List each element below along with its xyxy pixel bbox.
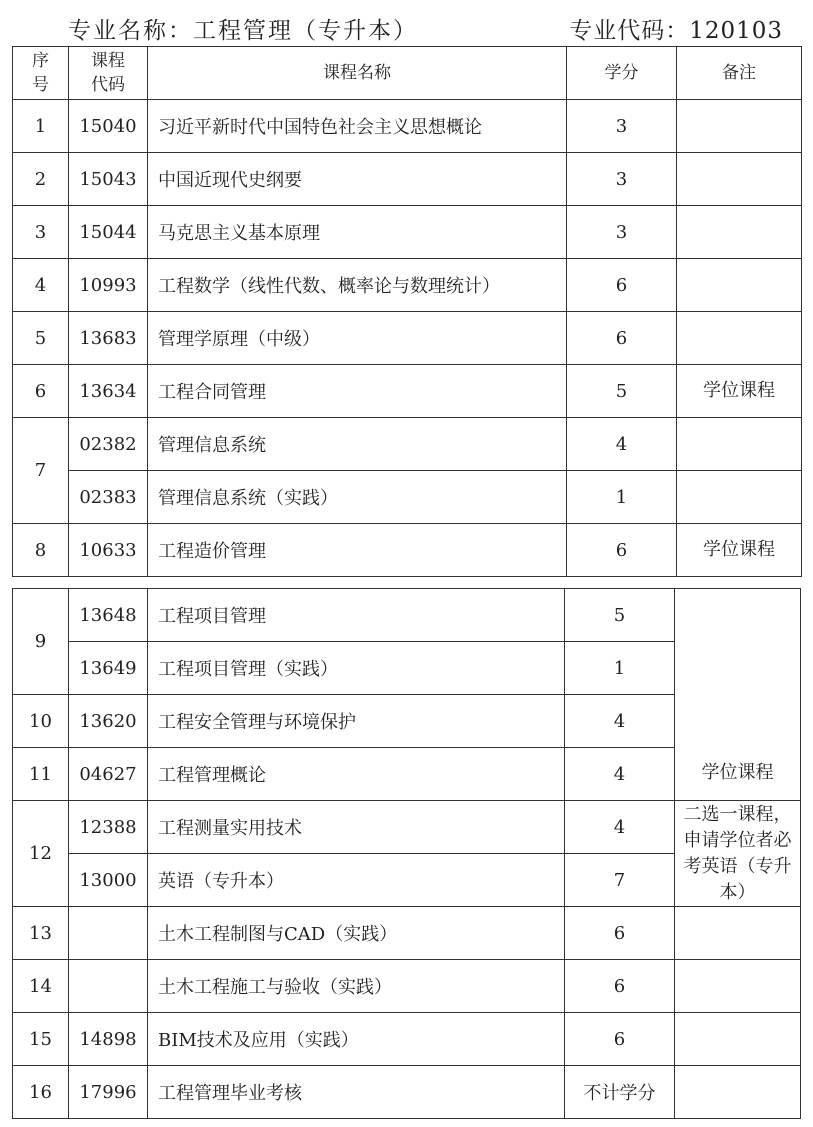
table-row [13,801,801,854]
row-note [677,100,802,153]
row-name: 习近平新时代中国特色社会主义思想概论 [148,100,567,153]
row-seq: 3 [13,206,69,259]
row-name: 工程造价管理 [148,524,567,577]
table-row [13,312,802,365]
table-row [13,100,802,153]
row-name: 管理学原理（中级） [148,312,567,365]
row-credit: 6 [567,259,677,312]
table-row [13,206,802,259]
row-credit: 6 [567,524,677,577]
table-header-row [13,47,802,100]
row-name: 工程管理毕业考核 [148,1066,565,1119]
row-name: 工程项目管理（实践） [148,642,565,695]
row-name: 管理信息系统 [148,418,567,471]
row-seq: 13 [13,907,69,960]
row-name: 中国近现代史纲要 [148,153,567,206]
row-code: 13620 [69,695,148,748]
major-code: 专业代码：120103 [569,18,783,44]
row-seq: 8 [13,524,69,577]
row-credit: 5 [565,589,675,642]
row-code: 02383 [69,471,148,524]
row-seq: 9 [13,589,69,695]
row-name: 英语（专升本） [148,854,565,907]
row-seq: 16 [13,1066,69,1119]
row-code: 15044 [69,206,148,259]
row-name: 管理信息系统（实践） [148,471,567,524]
row-code [69,960,148,1013]
row-note [675,1013,801,1066]
row-name: BIM技术及应用（实践） [148,1013,565,1066]
row-credit: 4 [567,418,677,471]
row-code: 12388 [69,801,148,854]
row-code: 13683 [69,312,148,365]
col-header-note: 备注 [677,47,802,100]
row-note [677,471,802,524]
col-header-name: 课程名称 [148,47,567,100]
row-name: 土木工程施工与验收（实践） [148,960,565,1013]
row-seq: 11 [13,748,69,801]
row-note [675,1066,801,1119]
row-code [69,907,148,960]
row-seq: 1 [13,100,69,153]
row-code: 13648 [69,589,148,642]
row-seq: 2 [13,153,69,206]
row-code: 02382 [69,418,148,471]
row-credit: 7 [565,854,675,907]
row-note [675,960,801,1013]
row-seq: 7 [13,418,69,524]
col-header-seq: 序号 [13,47,69,100]
row-credit: 5 [567,365,677,418]
row-name: 土木工程制图与CAD（实践） [148,907,565,960]
row-code: 17996 [69,1066,148,1119]
row-seq: 6 [13,365,69,418]
row-credit: 1 [565,642,675,695]
table-row [13,153,802,206]
row-credit: 3 [567,153,677,206]
major-name: 专业名称：工程管理（专升本） [68,18,418,44]
row-note [675,907,801,960]
row-name: 工程安全管理与环境保护 [148,695,565,748]
row-note [677,418,802,471]
row-credit: 3 [567,206,677,259]
row-code: 13000 [69,854,148,907]
page-header [0,8,813,44]
row-seq: 4 [13,259,69,312]
row-code: 14898 [69,1013,148,1066]
row-seq: 5 [13,312,69,365]
row-note [677,153,802,206]
course-table-part-2 [12,588,801,1119]
row-code: 13634 [69,365,148,418]
row-name: 工程测量实用技术 [148,801,565,854]
col-header-credit: 学分 [567,47,677,100]
row-code: 10993 [69,259,148,312]
degree-course-note: 学位课程 [675,589,801,801]
row-credit: 不计学分 [565,1066,675,1119]
row-name: 工程数学（线性代数、概率论与数理统计） [148,259,567,312]
row-note: 学位课程 [677,365,802,418]
row-code: 13649 [69,642,148,695]
elective-note: 二选一课程，申请学位者必考英语（专升本） [675,801,801,907]
row-code: 04627 [69,748,148,801]
table-row [13,1013,801,1066]
row-code: 15043 [69,153,148,206]
row-name: 工程合同管理 [148,365,567,418]
row-seq: 14 [13,960,69,1013]
course-table-part-1 [12,46,802,577]
row-seq: 15 [13,1013,69,1066]
row-note: 学位课程 [677,524,802,577]
row-credit: 6 [565,1013,675,1066]
table-row [13,1066,801,1119]
row-note [677,312,802,365]
table-row [13,907,801,960]
row-credit: 4 [565,748,675,801]
row-name: 马克思主义基本原理 [148,206,567,259]
table-row [13,365,802,418]
table-row [13,259,802,312]
row-credit: 4 [565,695,675,748]
col-header-code: 课程代码 [69,47,148,100]
table-row [13,418,802,471]
table-row [13,471,802,524]
row-code: 10633 [69,524,148,577]
row-note [677,206,802,259]
row-credit: 3 [567,100,677,153]
row-note [677,259,802,312]
table-row [13,524,802,577]
row-credit: 6 [565,907,675,960]
table-row [13,589,801,642]
row-name: 工程项目管理 [148,589,565,642]
row-credit: 6 [565,960,675,1013]
row-seq: 10 [13,695,69,748]
row-seq: 12 [13,801,69,907]
row-name: 工程管理概论 [148,748,565,801]
row-code: 15040 [69,100,148,153]
row-credit: 1 [567,471,677,524]
table-row [13,960,801,1013]
row-credit: 4 [565,801,675,854]
row-credit: 6 [567,312,677,365]
